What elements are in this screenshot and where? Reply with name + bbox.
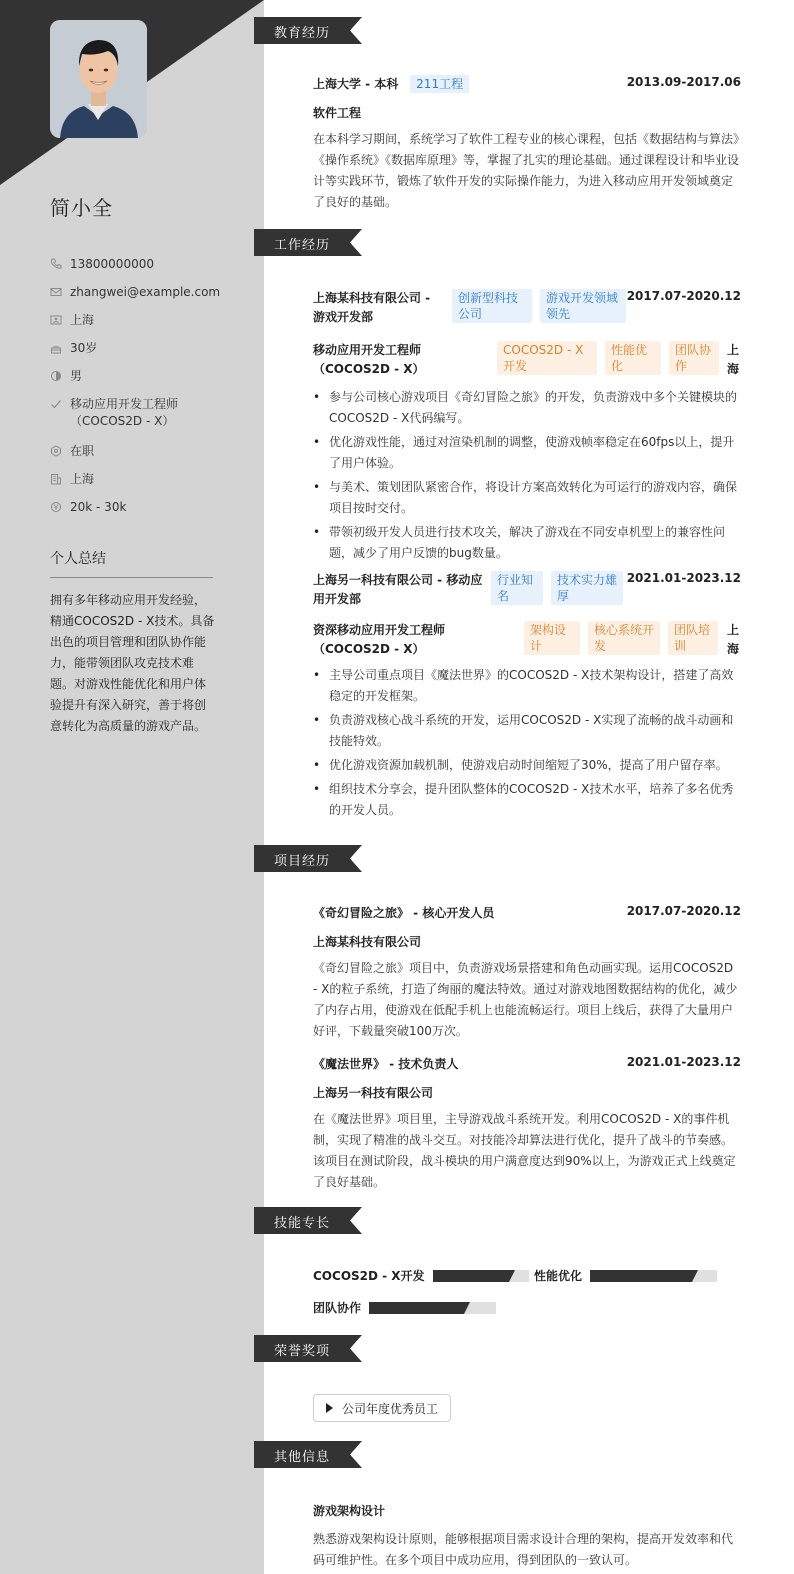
hometown: 上海 bbox=[70, 313, 95, 327]
phone-icon bbox=[50, 258, 62, 270]
email: zhangwei@example.com bbox=[70, 285, 221, 299]
project-company: 上海某科技有限公司 bbox=[313, 935, 422, 949]
project-entry bbox=[313, 1055, 741, 1193]
section-header-work: 工作经历 bbox=[254, 229, 362, 256]
gender-row bbox=[50, 368, 230, 396]
skill-item bbox=[313, 1299, 496, 1316]
age-row bbox=[50, 340, 230, 368]
job-intent-row bbox=[50, 396, 230, 443]
other-desc: 熟悉游戏架构设计原则，能够根据项目需求设计合理的架构，提高开发效率和代码可维护性。在多个项目中成功应用，得到团队的一致认可。 bbox=[313, 1532, 734, 1567]
skill-name: 团队协作 bbox=[313, 1301, 362, 1315]
summary-text: 拥有多年移动应用开发经验，精通COCOS2D - X技术。具备出色的项目管理和团队协作能力，能带领团队攻克技术难题。对游戏性能优化和用户体验提升有深入研究，善于将创意转化为高质量的游戏产品。 bbox=[50, 593, 215, 733]
project-company: 上海另一科技有限公司 bbox=[313, 1086, 434, 1100]
play-icon bbox=[326, 1403, 333, 1413]
skill-tag: 团队协作 bbox=[669, 341, 719, 375]
skill-tag: 核心系统开发 bbox=[588, 621, 660, 655]
position: 移动应用开发工程师（COCOS2D - X） bbox=[313, 343, 425, 376]
skill-bar bbox=[590, 1270, 717, 1282]
other-title: 游戏架构设计 bbox=[313, 1504, 386, 1518]
work-entry bbox=[313, 571, 741, 824]
project-entry bbox=[313, 904, 741, 1042]
skill-level bbox=[433, 1270, 510, 1282]
skill-bar bbox=[433, 1270, 529, 1282]
hometown-row bbox=[50, 312, 230, 340]
mail-icon bbox=[50, 286, 62, 298]
job-status: 在职 bbox=[70, 444, 95, 458]
list-item: • 负责游戏核心战斗系统的开发，运用COCOS2D - X实现了流畅的战斗动画和技能特效。 bbox=[313, 710, 741, 752]
candidate-name: 简小全 bbox=[50, 196, 113, 220]
project-title: 《魔法世界》 - 技术负责人 bbox=[313, 1057, 459, 1071]
company-tag: 技术实力雄厚 bbox=[551, 571, 623, 605]
age: 30岁 bbox=[70, 341, 98, 355]
skill-name: 性能优化 bbox=[534, 1269, 583, 1283]
hexagon-icon bbox=[50, 445, 62, 457]
skill-name: COCOS2D - X开发 bbox=[313, 1269, 425, 1283]
company-name: 上海另一科技有限公司 - 移动应用开发部 bbox=[313, 573, 483, 606]
work-date: 2017.07-2020.12 bbox=[626, 289, 741, 303]
school-tag: 211工程 bbox=[410, 75, 469, 93]
summary-title: 个人总结 bbox=[50, 548, 213, 578]
list-item: • 参与公司核心游戏项目《奇幻冒险之旅》的开发，负责游戏中多个关键模块的COCOS2D - X代码编写。 bbox=[313, 387, 741, 429]
section-header-skills: 技能专长 bbox=[254, 1207, 362, 1234]
company-tag: 创新型科技公司 bbox=[452, 289, 532, 323]
company-tag: 行业知名 bbox=[491, 571, 543, 605]
email-row bbox=[50, 284, 230, 312]
list-item: • 主导公司重点项目《魔法世界》的COCOS2D - X技术架构设计，搭建了高效稳定的开发框架。 bbox=[313, 665, 741, 707]
avatar bbox=[50, 20, 147, 138]
skill-tag: 性能优化 bbox=[605, 341, 661, 375]
project-date: 2017.07-2020.12 bbox=[626, 904, 741, 918]
contact-info bbox=[50, 256, 230, 527]
skill-level bbox=[590, 1270, 692, 1282]
section-header-education: 教育经历 bbox=[254, 17, 362, 44]
phone-row bbox=[50, 256, 230, 284]
gender-icon bbox=[50, 370, 62, 382]
work-bullets bbox=[313, 387, 741, 564]
award-name: 公司年度优秀员工 bbox=[342, 1401, 439, 1416]
gender: 男 bbox=[70, 369, 83, 383]
project-desc: 《奇幻冒险之旅》项目中，负责游戏场景搭建和角色动画实现。运用COCOS2D - X的粒子系统，打造了绚丽的魔法特效。通过对游戏地图数据结构的优化，减少了内存占用，使游戏在低配手机上也能流畅运行。项目上线后，获得了大量用户好评，下载量突破100万次。 bbox=[313, 961, 738, 1038]
phone: 13800000000 bbox=[70, 257, 154, 271]
section-header-other: 其他信息 bbox=[254, 1441, 362, 1468]
status-row bbox=[50, 443, 230, 471]
work-date: 2021.01-2023.12 bbox=[626, 571, 741, 585]
skill-bar bbox=[369, 1302, 496, 1314]
school-name: 上海大学 - 本科 bbox=[313, 77, 399, 91]
company-tag: 游戏开发领域领先 bbox=[540, 289, 626, 323]
list-item: • 优化游戏性能，通过对渲染机制的调整，使游戏帧率稳定在60fps以上，提升了用户体验。 bbox=[313, 432, 741, 474]
building-icon bbox=[50, 473, 62, 485]
company-name: 上海某科技有限公司 - 游戏开发部 bbox=[313, 291, 431, 324]
skill-level bbox=[369, 1302, 464, 1314]
work-entry bbox=[313, 289, 741, 567]
major: 软件工程 bbox=[313, 106, 362, 120]
work-city: 上海 bbox=[727, 623, 740, 656]
project-date: 2021.01-2023.12 bbox=[626, 1055, 741, 1069]
section-header-awards: 荣誉奖项 bbox=[254, 1335, 362, 1362]
education-desc: 在本科学习期间，系统学习了软件工程专业的核心课程，包括《数据结构与算法》《操作系统》《数据库原理》等，掌握了扎实的理论基础。通过课程设计和毕业设计等实践环节，锻炼了软件开发的实际操作能力，为进入移动应用开发领域奠定了良好的基础。 bbox=[313, 132, 740, 209]
skill-item bbox=[534, 1267, 717, 1284]
skill-tag: 架构设计 bbox=[524, 621, 580, 655]
education-entry bbox=[313, 75, 741, 213]
job-intent: 移动应用开发工程师（COCOS2D - X） bbox=[70, 397, 179, 428]
salary-row bbox=[50, 499, 230, 527]
work-bullets bbox=[313, 665, 741, 821]
list-item: • 与美术、策划团队紧密合作，将设计方案高效转化为可运行的游戏内容，确保项目按时交付。 bbox=[313, 477, 741, 519]
skill-tag: 团队培训 bbox=[668, 621, 718, 655]
salary: 20k - 30k bbox=[70, 500, 127, 514]
award-item bbox=[313, 1394, 451, 1422]
money-icon bbox=[50, 501, 62, 513]
id-card-icon bbox=[50, 314, 62, 326]
target-city: 上海 bbox=[70, 472, 95, 486]
education-date: 2013.09-2017.06 bbox=[626, 75, 741, 89]
work-city: 上海 bbox=[727, 343, 740, 376]
list-item: • 组织技术分享会，提升团队整体的COCOS2D - X技术水平，培养了多名优秀的开发人员。 bbox=[313, 779, 741, 821]
sidebar bbox=[0, 0, 264, 1574]
skill-item bbox=[313, 1267, 529, 1284]
section-header-projects: 项目经历 bbox=[254, 845, 362, 872]
skill-tag: COCOS2D - X开发 bbox=[497, 341, 597, 375]
position: 资深移动应用开发工程师（COCOS2D - X） bbox=[313, 623, 446, 656]
list-item: • 带领初级开发人员进行技术攻关，解决了游戏在不同安卓机型上的兼容性问题，减少了用户反馈的bug数量。 bbox=[313, 522, 741, 564]
other-entry bbox=[313, 1502, 741, 1571]
project-title: 《奇幻冒险之旅》 - 核心开发人员 bbox=[313, 906, 495, 920]
list-item: • 优化游戏资源加载机制，使游戏启动时间缩短了30%，提高了用户留存率。 bbox=[313, 755, 741, 776]
project-desc: 在《魔法世界》项目里，主导游戏战斗系统开发。利用COCOS2D - X的事件机制，实现了精准的战斗交互。对技能冷却算法进行优化，提升了战斗的节奏感。该项目在测试阶段，战斗模块的用户满意度达到90%以上，为游戏正式上线奠定了良好基础。 bbox=[313, 1112, 736, 1189]
check-icon bbox=[50, 398, 62, 410]
cake-icon bbox=[50, 342, 62, 354]
target-city-row bbox=[50, 471, 230, 499]
